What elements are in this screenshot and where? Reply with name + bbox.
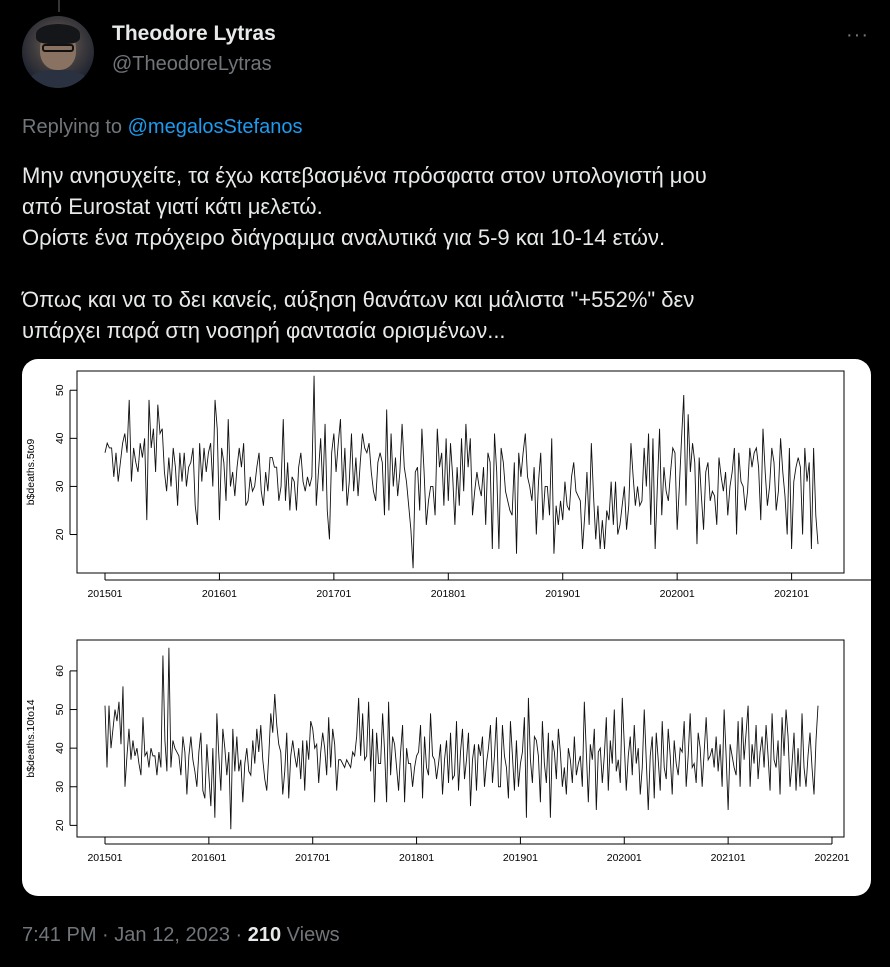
- x-tick-label: 201801: [399, 852, 435, 864]
- x-tick-label: 202101: [710, 852, 746, 864]
- tweet-footer: [22, 924, 340, 947]
- more-options-icon[interactable]: ···: [846, 24, 869, 46]
- avatar-hair-shape: [36, 24, 80, 44]
- tweet-line: Όπως και να το δει κανείς, αύξηση θανάτων και μάλιστα "+552%" δεν: [22, 287, 695, 312]
- replying-to-link[interactable]: @megalosStefanos: [127, 116, 303, 138]
- avatar-glasses-shape: [42, 44, 74, 52]
- data-series-line: [105, 376, 818, 568]
- tweet-media-image[interactable]: [22, 359, 871, 896]
- y-tick-label: 40: [54, 742, 66, 755]
- thread-connector-line: [58, 0, 60, 12]
- x-tick-label: 202101: [774, 588, 810, 600]
- x-tick-label: 201801: [430, 588, 466, 600]
- tweet-line: Μην ανησυχείτε, τα έχω κατεβασμένα πρόσφατα στον υπολογιστή μου: [22, 163, 707, 188]
- y-axis-label: b$deaths.10to14: [25, 699, 37, 778]
- tweet-date[interactable]: Jan 12, 2023: [114, 924, 230, 946]
- tweet-time[interactable]: 7:41 PM: [22, 924, 97, 946]
- tweet-text: [22, 160, 868, 346]
- plot-frame: [77, 640, 844, 837]
- data-series-line: [105, 648, 818, 830]
- tweet-line: Ορίστε ένα πρόχειρο διάγραμμα αναλυτικά για 5-9 και 10-14 ετών.: [22, 225, 666, 250]
- x-tick-label: 201501: [87, 852, 123, 864]
- tweet-line: από Eurostat γιατί κάτι μελετώ.: [22, 194, 323, 219]
- views-label[interactable]: Views: [286, 924, 340, 946]
- x-tick-label: 202001: [606, 852, 642, 864]
- y-tick-label: 60: [54, 665, 66, 677]
- y-tick-label: 30: [54, 480, 66, 493]
- y-tick-label: 50: [54, 703, 66, 716]
- replying-to-line: [22, 116, 302, 139]
- x-tick-label: 202001: [659, 588, 695, 600]
- avatar[interactable]: [22, 16, 94, 88]
- author-handle[interactable]: @TheodoreLytras: [112, 53, 272, 75]
- footer-separator: ·: [235, 924, 243, 946]
- time-series-charts: [22, 359, 871, 896]
- x-tick-label: 202201: [814, 852, 850, 864]
- x-tick-label: 201701: [316, 588, 352, 600]
- x-tick-label: 201501: [87, 588, 123, 600]
- y-axis-label: b$deaths.5to9: [25, 438, 37, 506]
- y-tick-label: 40: [54, 432, 66, 445]
- y-tick-label: 30: [54, 780, 66, 793]
- footer-separator: ·: [102, 924, 109, 946]
- x-tick-label: 201901: [545, 588, 581, 600]
- x-tick-label: 201901: [502, 852, 538, 864]
- replying-to-label: Replying to: [22, 116, 123, 138]
- x-tick-label: 201601: [191, 852, 227, 864]
- y-tick-label: 20: [54, 819, 66, 832]
- avatar-body-shape: [28, 70, 88, 88]
- views-count: 210: [247, 924, 282, 946]
- x-tick-label: 201701: [295, 852, 331, 864]
- tweet-line-break: [22, 253, 868, 284]
- y-tick-label: 50: [54, 384, 66, 397]
- y-tick-label: 20: [54, 528, 66, 541]
- x-tick-label: 201601: [201, 588, 237, 600]
- author-name[interactable]: Theodore Lytras: [112, 22, 276, 45]
- tweet-line: υπάρχει παρά στη νοσηρή φαντασία ορισμένων...: [22, 318, 506, 343]
